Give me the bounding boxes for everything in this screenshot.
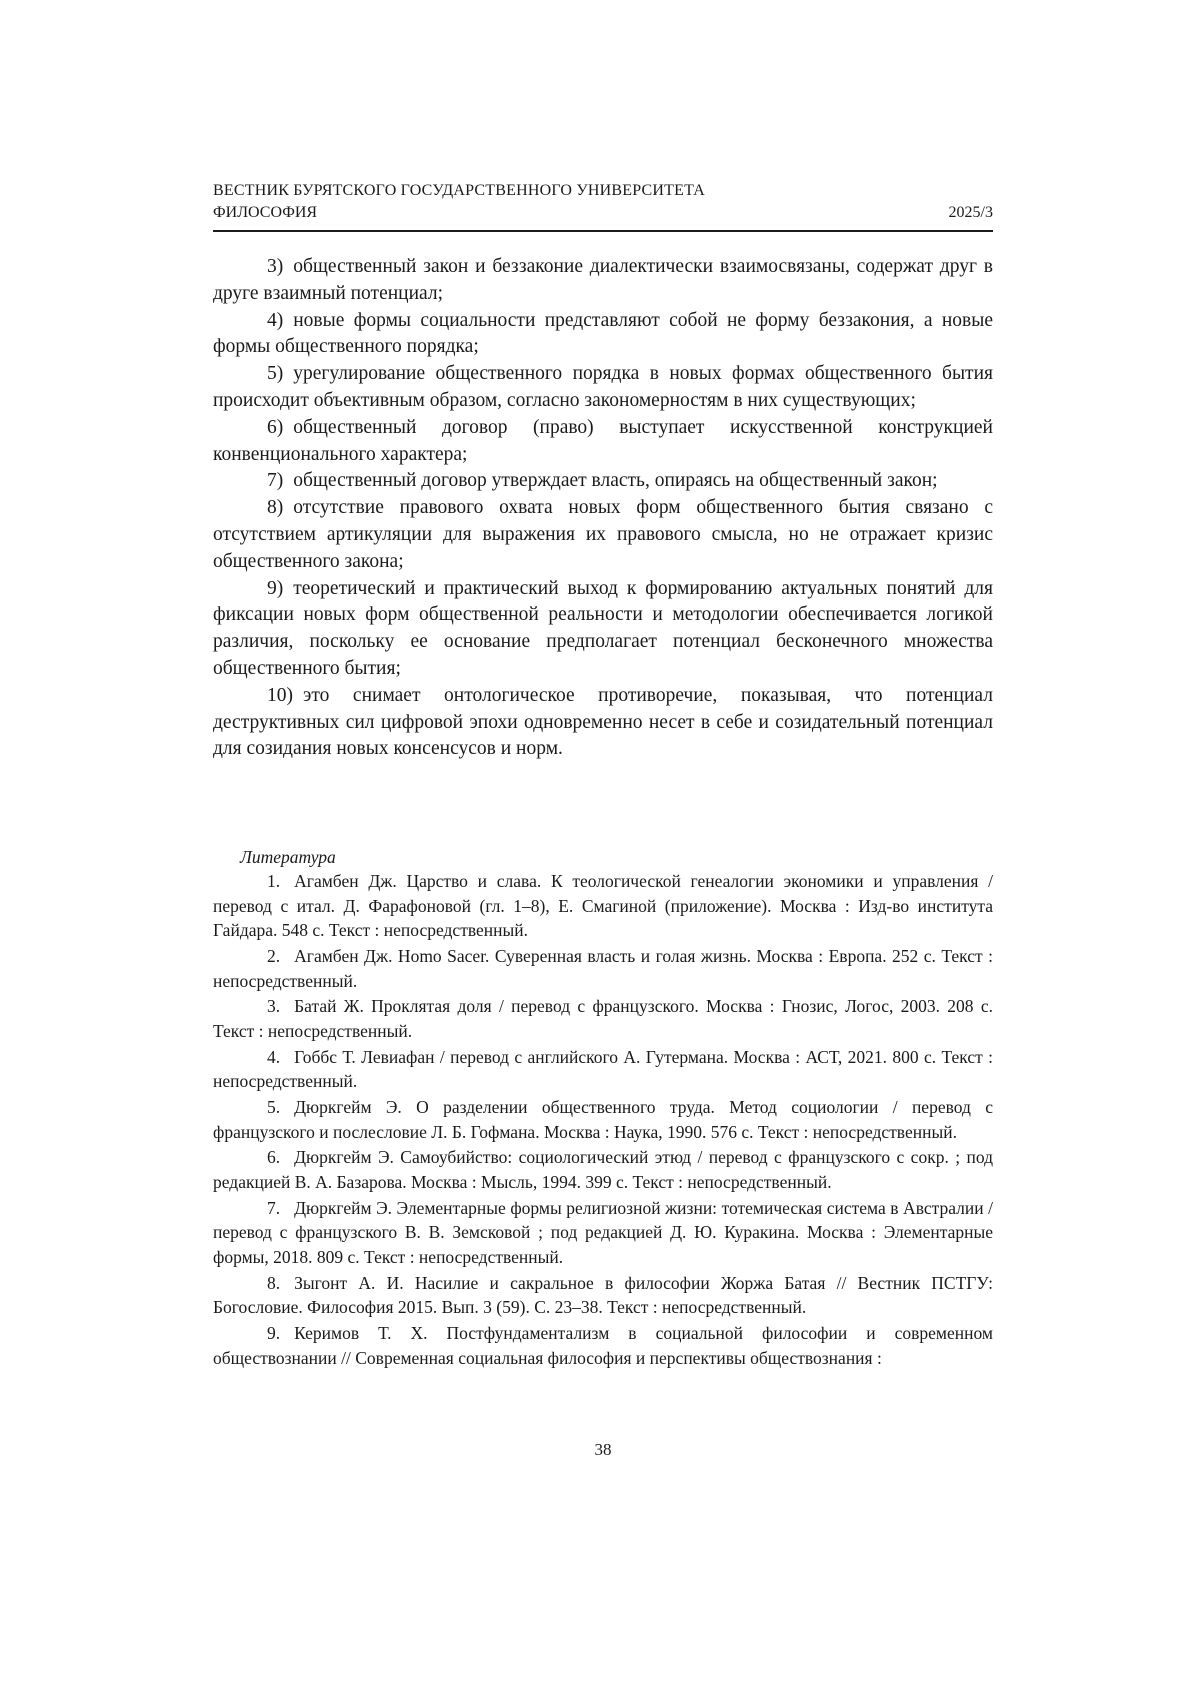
item-number: 10) <box>267 684 293 706</box>
reference-text: Дюркгейм Э. Самоубийство: социологический этюд / перевод с французского с сокр. ; под редакцией В. А. Базарова. Москва : Мысль, 1994. 399 с. Текст : непосредственный. <box>213 1147 993 1193</box>
literature-heading: Литература <box>240 847 336 867</box>
reference-number: 2. <box>267 945 281 966</box>
reference-number: 8. <box>267 1272 281 1293</box>
reference-item <box>213 1271 993 1320</box>
item-text: общественный закон и беззаконие диалектически взаимосвязаны, содержат друг в друге взаимный потенциал; <box>213 256 993 304</box>
issue-number: 2025/3 <box>948 204 993 221</box>
item-text: урегулирование общественного порядка в новых формах общественного бытия происходит объективным образом, согласно закономерностям в них существующих; <box>213 363 993 411</box>
reference-number: 9. <box>267 1323 281 1344</box>
reference-item <box>213 1321 993 1370</box>
list-item <box>213 576 993 683</box>
item-number: 7) <box>267 470 284 492</box>
reference-number: 1. <box>267 871 281 891</box>
list-item <box>213 415 993 469</box>
reference-item <box>213 1095 993 1144</box>
list-item <box>213 361 993 415</box>
reference-item <box>213 944 993 993</box>
list-item <box>213 254 993 308</box>
item-text: общественный договор (право) выступает искусственной конструкцией конвенционального характера; <box>213 416 993 465</box>
item-text: это снимает онтологическое противоречие, показывая, что потенциал деструктивных сил цифровой эпохи одновременно несет в себе и созидательный потенциал для созидания новых консенсусов и норм. <box>213 684 993 760</box>
list-item <box>213 683 993 763</box>
item-number: 3) <box>267 256 284 277</box>
list-item <box>213 308 993 362</box>
running-header <box>213 180 993 224</box>
reference-item <box>213 1196 993 1270</box>
item-number: 6) <box>267 416 284 438</box>
reference-text: Батай Ж. Проклятая доля / перевод с французского. Москва : Гнозис, Логос, 2003. 208 с. Текст : непосредственный. <box>213 996 993 1041</box>
item-text: отсутствие правового охвата новых форм общественного бытия связано с отсутствием артикуляции для выражения их правового смысла, но не отражает кризис общественного закона; <box>213 497 993 572</box>
section-title: ФИЛОСОФИЯ <box>213 204 318 221</box>
header-divider <box>213 230 993 232</box>
journal-title: ВЕСТНИК БУРЯТСКОГО ГОСУДАРСТВЕННОГО УНИВЕРСИТЕТА <box>213 182 706 199</box>
reference-text: Керимов Т. Х. Постфундаментализм в социальной философии и современном обществознании // Современная социальная философия и перспективы обществознания : <box>213 1323 993 1368</box>
reference-number: 7. <box>267 1197 281 1218</box>
reference-item <box>213 1145 993 1194</box>
list-item <box>213 468 993 495</box>
item-text: новые формы социальности представляют собой не форму беззакония, а новые формы общественного порядка; <box>213 309 993 358</box>
list-item <box>213 495 993 575</box>
reference-number: 4. <box>267 1046 281 1067</box>
conclusions-list <box>213 254 993 763</box>
reference-item <box>213 994 993 1043</box>
reference-text: Зыгонт А. И. Насилие и сакральное в философии Жоржа Батая // Вестник ПСТГУ: Богословие. Философия 2015. Вып. 3 (59). С. 23–38. Текст : непосредственный. <box>213 1272 993 1318</box>
reference-item <box>213 869 993 943</box>
reference-number: 3. <box>267 996 281 1017</box>
header-row <box>213 202 993 224</box>
reference-number: 5. <box>267 1097 281 1118</box>
reference-text: Агамбен Дж. Царство и слава. К теологической генеалогии экономики и управления / перевод с итал. Д. Фарафоновой (гл. 1–8), Е. Смагиной (приложение). Москва : Изд-во института Гайдара. 548 с. Текст : непосредственный. <box>213 871 993 941</box>
item-number: 5) <box>267 363 284 385</box>
reference-text: Гоббс Т. Левиафан / перевод с английского А. Гутермана. Москва : АСТ, 2021. 800 с. Текст : непосредственный. <box>213 1046 993 1092</box>
reference-text: Агамбен Дж. Homo Sacer. Суверенная власть и голая жизнь. Москва : Европа. 252 с. Текст : непосредственный. <box>213 945 993 991</box>
item-text: общественный договор утверждает власть, опираясь на общественный закон; <box>293 470 938 492</box>
reference-list <box>213 869 993 1372</box>
item-text: теоретический и практический выход к формированию актуальных понятий для фиксации новых форм общественной реальности и методологии обеспечивается логикой различия, поскольку ее основание предполагает потенциал бесконечного множества общественного бытия; <box>213 577 993 679</box>
item-number: 9) <box>267 577 284 599</box>
reference-item <box>213 1045 993 1094</box>
reference-text: Дюркгейм Э. Элементарные формы религиозной жизни: тотемическая система в Австралии / перевод с французского В. В. Земсковой ; под редакцией Д. Ю. Куракина. Москва : Элементарные формы, 2018. 809 с. Текст : непосредственный. <box>213 1197 993 1268</box>
reference-text: Дюркгейм Э. О разделении общественного труда. Метод социологии / перевод с французского и послесловие Л. Б. Гофмана. Москва : Наука, 1990. 576 с. Текст : непосредственный. <box>213 1097 993 1142</box>
item-number: 4) <box>267 309 284 331</box>
item-number: 8) <box>267 497 284 519</box>
page-number: 38 <box>594 1440 612 1459</box>
reference-number: 6. <box>267 1147 281 1168</box>
